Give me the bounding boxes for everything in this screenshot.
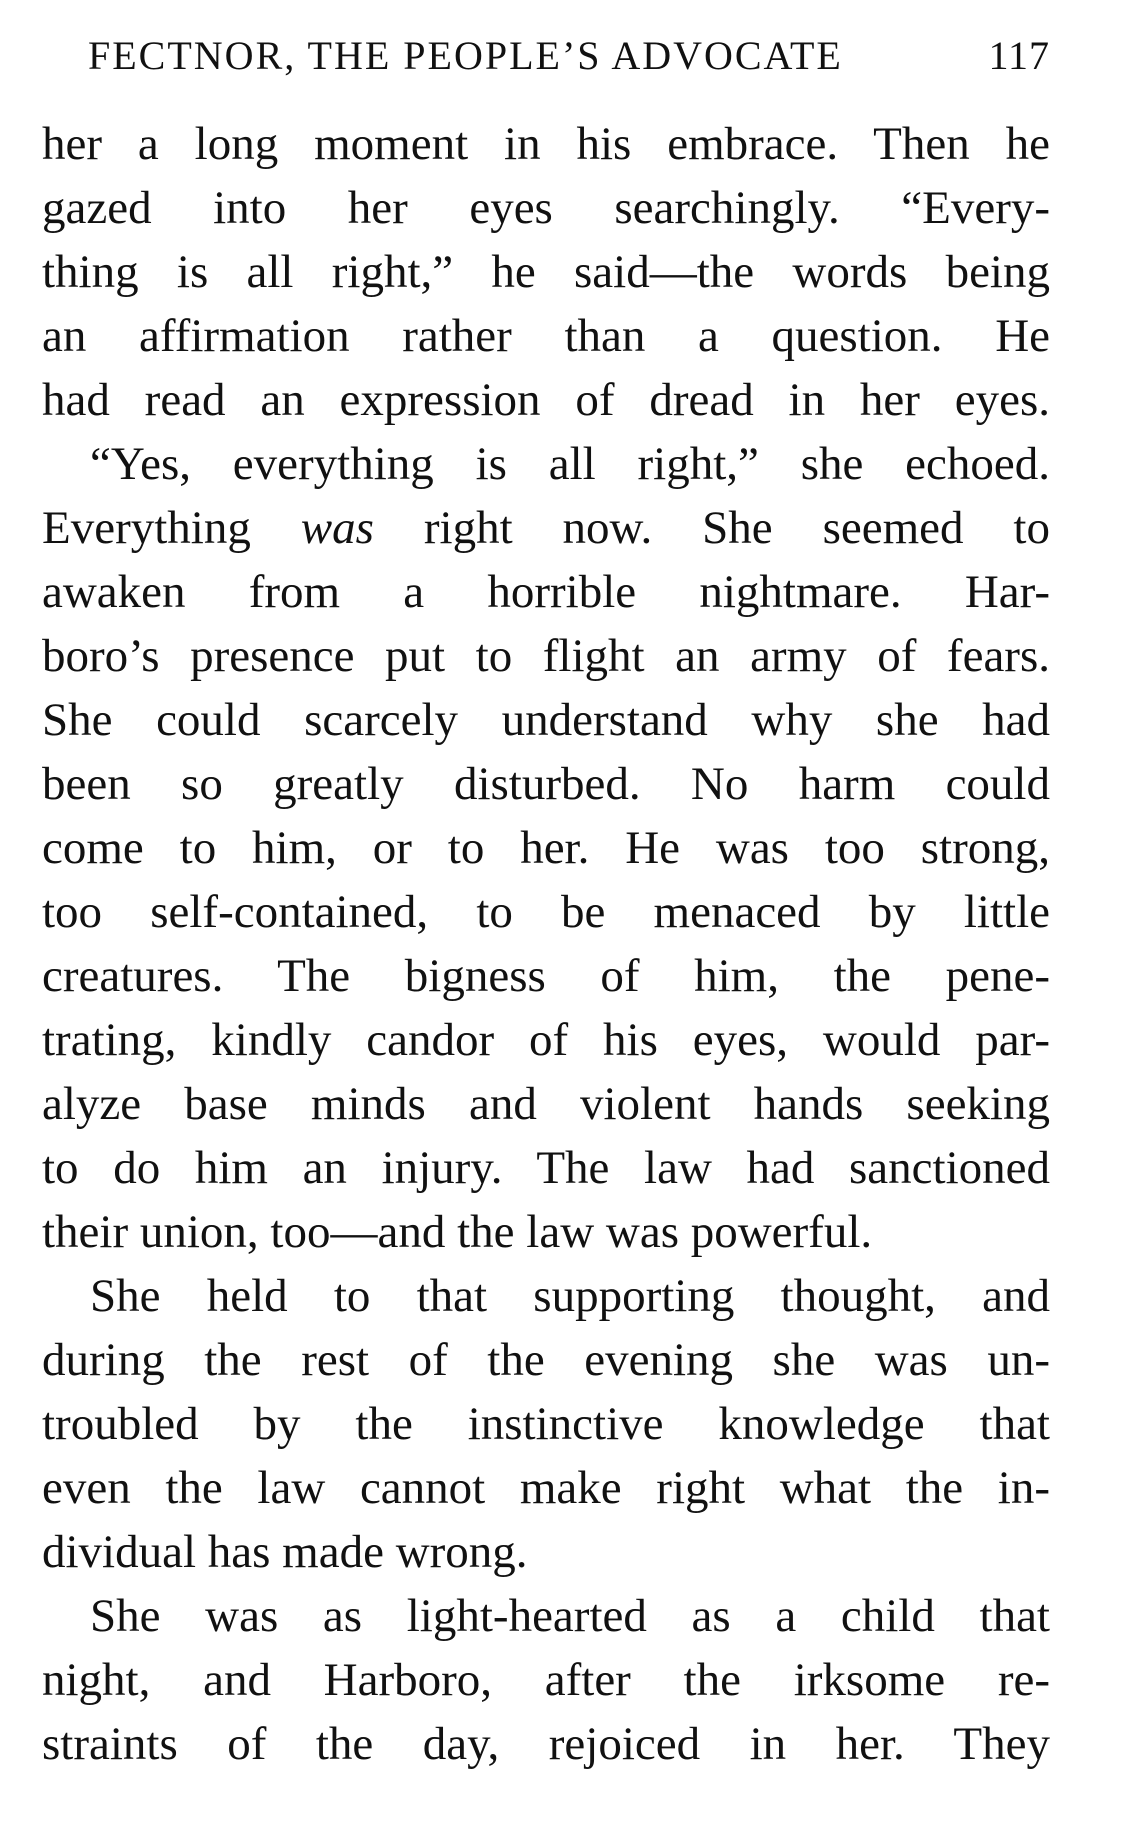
text-line: an affirmation rather than a question. He bbox=[42, 310, 1050, 362]
text-line: thing is all right,” he said—the words being bbox=[42, 246, 1050, 298]
text-line: alyze base minds and violent hands seeking bbox=[42, 1078, 1050, 1130]
text-line: troubled by the instinctive knowledge that bbox=[42, 1398, 1050, 1450]
text-line: trating, kindly candor of his eyes, would par- bbox=[42, 1014, 1050, 1066]
text-line: too self-contained, to be menaced by little bbox=[42, 886, 1050, 938]
body-text bbox=[42, 112, 1050, 1776]
text-line: had read an expression of dread in her eyes. bbox=[42, 374, 1050, 426]
text-fragment: right now. She seemed to bbox=[373, 502, 1050, 554]
text-line: awaken from a horrible nightmare. Har- bbox=[42, 566, 1050, 618]
text-line: boro’s presence put to flight an army of fears. bbox=[42, 630, 1050, 682]
text-line: her a long moment in his embrace. Then he bbox=[42, 118, 1050, 170]
text-line: straints of the day, rejoiced in her. They bbox=[42, 1718, 1050, 1770]
text-fragment: Everything bbox=[42, 502, 301, 554]
text-line: dividual has made wrong. bbox=[42, 1526, 528, 1578]
text-line: She held to that supporting thought, and bbox=[90, 1270, 1050, 1322]
text-line: even the law cannot make right what the in- bbox=[42, 1462, 1050, 1514]
running-head bbox=[88, 28, 1050, 84]
text-line: night, and Harboro, after the irksome re- bbox=[42, 1654, 1050, 1706]
running-head-title: FECTNOR, THE PEOPLE’S ADVOCATE bbox=[88, 33, 843, 78]
text-line: to do him an injury. The law had sanctioned bbox=[42, 1142, 1050, 1194]
text-line: been so greatly disturbed. No harm could bbox=[42, 758, 1050, 810]
text-line: their union, too—and the law was powerful. bbox=[42, 1206, 873, 1258]
emphasis-text: was bbox=[300, 502, 374, 554]
text-line bbox=[42, 496, 1050, 560]
text-line: She could scarcely understand why she had bbox=[42, 694, 1050, 746]
text-line: during the rest of the evening she was un- bbox=[42, 1334, 1050, 1386]
page-number: 117 bbox=[988, 33, 1050, 78]
text-line: gazed into her eyes searchingly. “Every- bbox=[42, 182, 1050, 234]
text-line: “Yes, everything is all right,” she echoed. bbox=[90, 438, 1050, 490]
text-line: come to him, or to her. He was too strong, bbox=[42, 822, 1050, 874]
text-line: She was as light-hearted as a child that bbox=[90, 1590, 1050, 1642]
text-line: creatures. The bigness of him, the pene- bbox=[42, 950, 1050, 1002]
